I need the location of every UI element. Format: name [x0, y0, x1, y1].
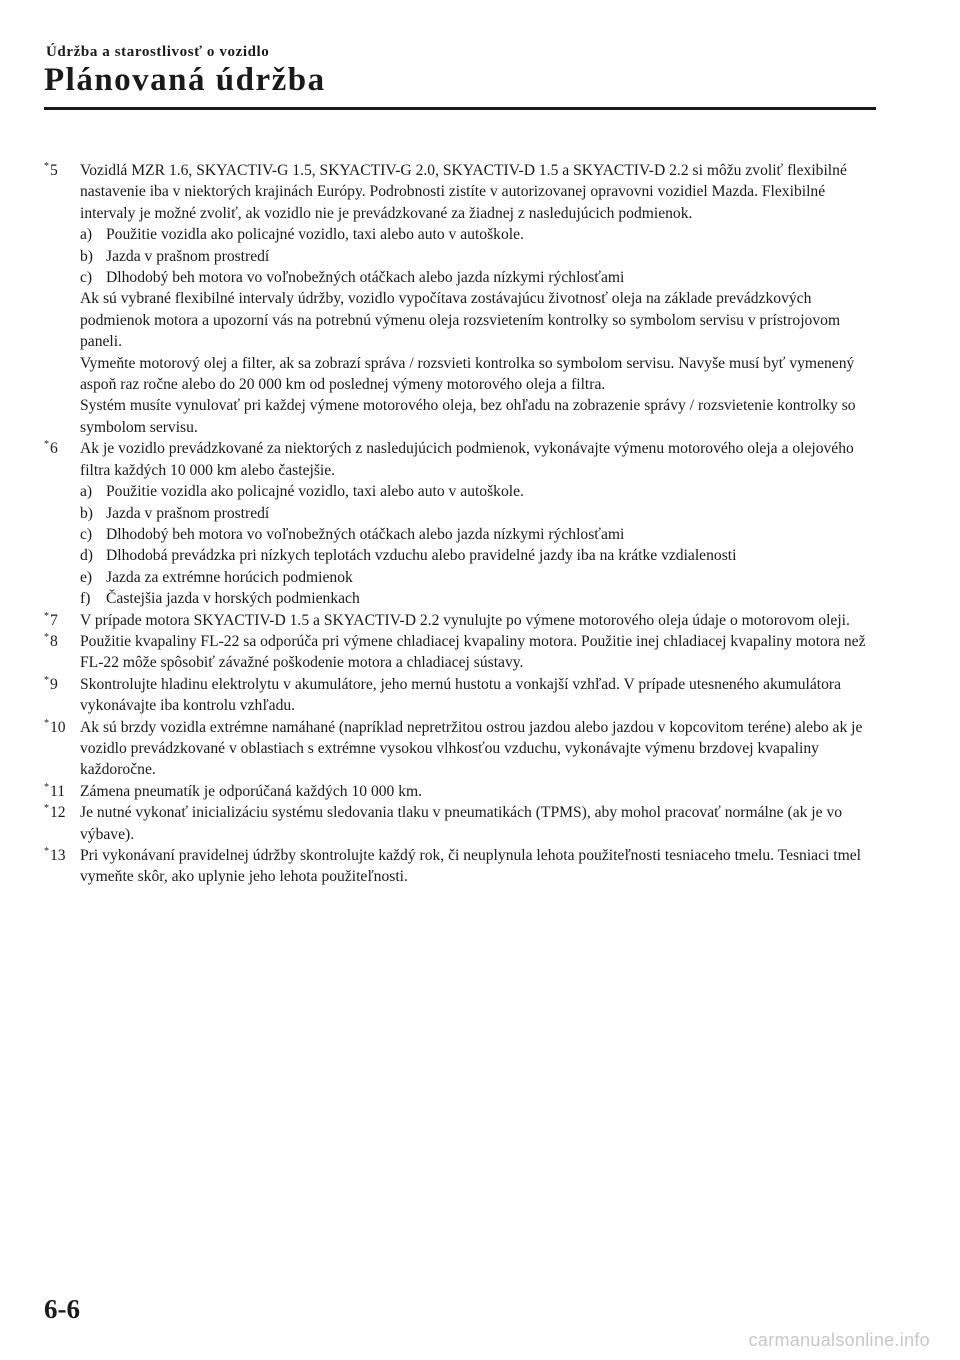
list-item [80, 224, 884, 245]
list-item [80, 588, 884, 609]
paragraph: Vozidlá MZR 1.6, SKYACTIV-G 1.5, SKYACTIV-G 2.0, SKYACTIV-D 1.5 a SKYACTIV-D 2.2 si môžu zvoliť flexibilné nastavenie iba v niektorých krajinách Európy. Podrobnosti zistíte v autorizovanej opravovni vozidiel Mazda. Flexibilné intervaly je možné zvoliť, ak vozidlo nie je prevádzkované za žiadnej z nasledujúcich podmienok. [80, 162, 847, 222]
footnote-number: 10 [50, 718, 66, 736]
list-item [80, 524, 884, 545]
list-item [80, 567, 884, 588]
list-item [80, 545, 884, 566]
footnote [44, 802, 884, 845]
footnote-marker [44, 845, 66, 868]
asterisk-icon: * [44, 846, 49, 857]
footnote [44, 674, 884, 717]
paragraph: V prípade motora SKYACTIV-D 1.5 a SKYACTIV-D 2.2 vynulujte po výmene motorového oleja údaje o motorovom oleji. [80, 611, 850, 629]
asterisk-icon: * [44, 717, 49, 729]
list-item-label: b) [80, 504, 93, 522]
page-title: Plánovaná údržba [44, 62, 326, 98]
list-item-text: Častejšia jazda v horských podmienkach [106, 590, 360, 608]
list-item-text: Jazda za extrémne horúcich podmienok [106, 568, 353, 586]
footnote-number: 6 [50, 440, 58, 458]
footnote-marker [44, 160, 58, 183]
watermark: carmanualsonline.info [748, 1330, 930, 1350]
asterisk-icon: * [44, 161, 49, 172]
list-item-label: b) [80, 247, 93, 265]
footnote [44, 781, 884, 802]
paragraph: Pri vykonávaní pravidelnej údržby skontrolujte každý rok, či neuplynula lehota použiteľnosti tesniaceho tmelu. Tesniaci tmel vymeňte skôr, ako uplynie jeho lehota použiteľnosti. [80, 847, 861, 886]
footnote [44, 845, 884, 888]
list-item [80, 246, 884, 267]
title-rule [44, 107, 876, 110]
footnote-number: 7 [50, 611, 58, 629]
list-item-text: Dlhodobý beh motora vo voľnobežných otáčkach alebo jazda nízkymi rýchlosťami [106, 269, 625, 287]
asterisk-icon: * [44, 631, 49, 643]
footnote-number: 11 [50, 782, 66, 800]
list-item-text: Jazda v prašnom prostredí [106, 504, 270, 522]
paragraph: Ak sú brzdy vozidla extrémne namáhané (napríklad nepretržitou ostrou jazdou alebo jazdou v kopcovitom teréne) alebo ak je vozidlo prevádzkované v oblastiach s extrémne vysokou vlhkosťou vzduchu, vykonávajte výmenu brzdovej kvapaliny každoročne. [80, 718, 863, 779]
footnote-number: 8 [50, 632, 58, 650]
footnote-number: 5 [50, 162, 58, 179]
page-number: 6-6 [44, 1294, 80, 1324]
paragraph: Použitie kvapaliny FL-22 sa odporúča pri výmene chladiacej kvapaliny motora. Použitie inej chladiacej kvapaliny motora než FL-22 môže spôsobiť závažné poškodenie motora a chladiacej sústavy. [80, 632, 866, 672]
list-item-label: f) [80, 590, 91, 608]
footnote-marker [44, 610, 58, 633]
asterisk-icon: * [44, 610, 49, 622]
list-item [80, 481, 884, 502]
list-item-label: e) [80, 568, 93, 586]
paragraph: Je nutné vykonať inicializáciu systému sledovania tlaku v pneumatikách (TPMS), aby mohol pracovať normálne (ak je vo výbave). [80, 804, 843, 843]
footnote [44, 631, 884, 674]
footnote [44, 438, 884, 609]
paragraph: Zámena pneumatík je odporúčaná každých 10 000 km. [80, 782, 423, 800]
list-item-label: c) [80, 525, 93, 543]
list-item-text: Jazda v prašnom prostredí [106, 247, 270, 265]
footnote-marker [44, 781, 65, 804]
asterisk-icon: * [44, 674, 49, 686]
list-item-text: Použitie vozidla ako policajné vozidlo, taxi alebo auto v autoškole. [106, 226, 524, 244]
list-item-label: a) [80, 226, 93, 244]
footnote-marker [44, 717, 66, 740]
paragraph: Vymeňte motorový olej a filter, ak sa zobrazí správa / rozsvieti kontrolka so symbolom servisu. Navyše musí byť vymenený aspoň raz ročne alebo do 20 000 km od poslednej výmeny motorového oleja a filtra. [80, 354, 855, 394]
footnote-number: 13 [50, 847, 66, 864]
paragraph: Ak je vozidlo prevádzkované za niektorých z nasledujúcich podmienok, vykonávajte výmenu motorového oleja a olejového filtra každých 10 000 km alebo častejšie. [80, 440, 854, 479]
list-item [80, 267, 884, 288]
footnote [44, 610, 884, 631]
footnote-marker [44, 631, 58, 654]
section-label: Údržba a starostlivosť o vozidlo [46, 44, 270, 60]
asterisk-icon: * [44, 439, 49, 451]
list-item-label: c) [80, 269, 93, 287]
list-item-label: d) [80, 547, 93, 565]
paragraph: Ak sú vybrané flexibilné intervaly údržby, vozidlo vypočítava zostávajúcu životnosť oleja na základe prevádzkových podmienok motora a upozorní vás na potrebnú výmenu oleja rozsvietením kontrolky so symbolom servisu v prístrojovom paneli. [80, 290, 841, 351]
paragraph: Skontrolujte hladinu elektrolytu v akumulátore, jeho mernú hustotu a vonkajší vzhľad. V prípade utesneného akumulátora vykonávajte iba kontrolu vzhľadu. [80, 675, 842, 715]
list-item-text: Dlhodobá prevádzka pri nízkych teplotách vzduchu alebo pravidelné jazdy iba na krátke vzdialenosti [106, 547, 737, 565]
asterisk-icon: * [44, 781, 49, 793]
paragraph: Systém musíte vynulovať pri každej výmene motorového oleja, bez ohľadu na zobrazenie správy / rozsvietenie kontrolky so symbolom servisu. [80, 397, 856, 436]
footnote-marker [44, 674, 58, 697]
footnote [44, 717, 884, 781]
list-item-text: Použitie vozidla ako policajné vozidlo, taxi alebo auto v autoškole. [106, 483, 524, 501]
footnote-marker [44, 802, 66, 825]
footnote-marker [44, 438, 58, 461]
list-item-label: a) [80, 483, 93, 501]
footnote [44, 160, 884, 438]
footnote-number: 12 [50, 804, 66, 822]
list-item [80, 503, 884, 524]
footnote-number: 9 [50, 675, 58, 693]
footnotes-list [44, 160, 884, 888]
list-item-text: Dlhodobý beh motora vo voľnobežných otáčkach alebo jazda nízkymi rýchlosťami [106, 525, 625, 543]
asterisk-icon: * [44, 803, 49, 815]
